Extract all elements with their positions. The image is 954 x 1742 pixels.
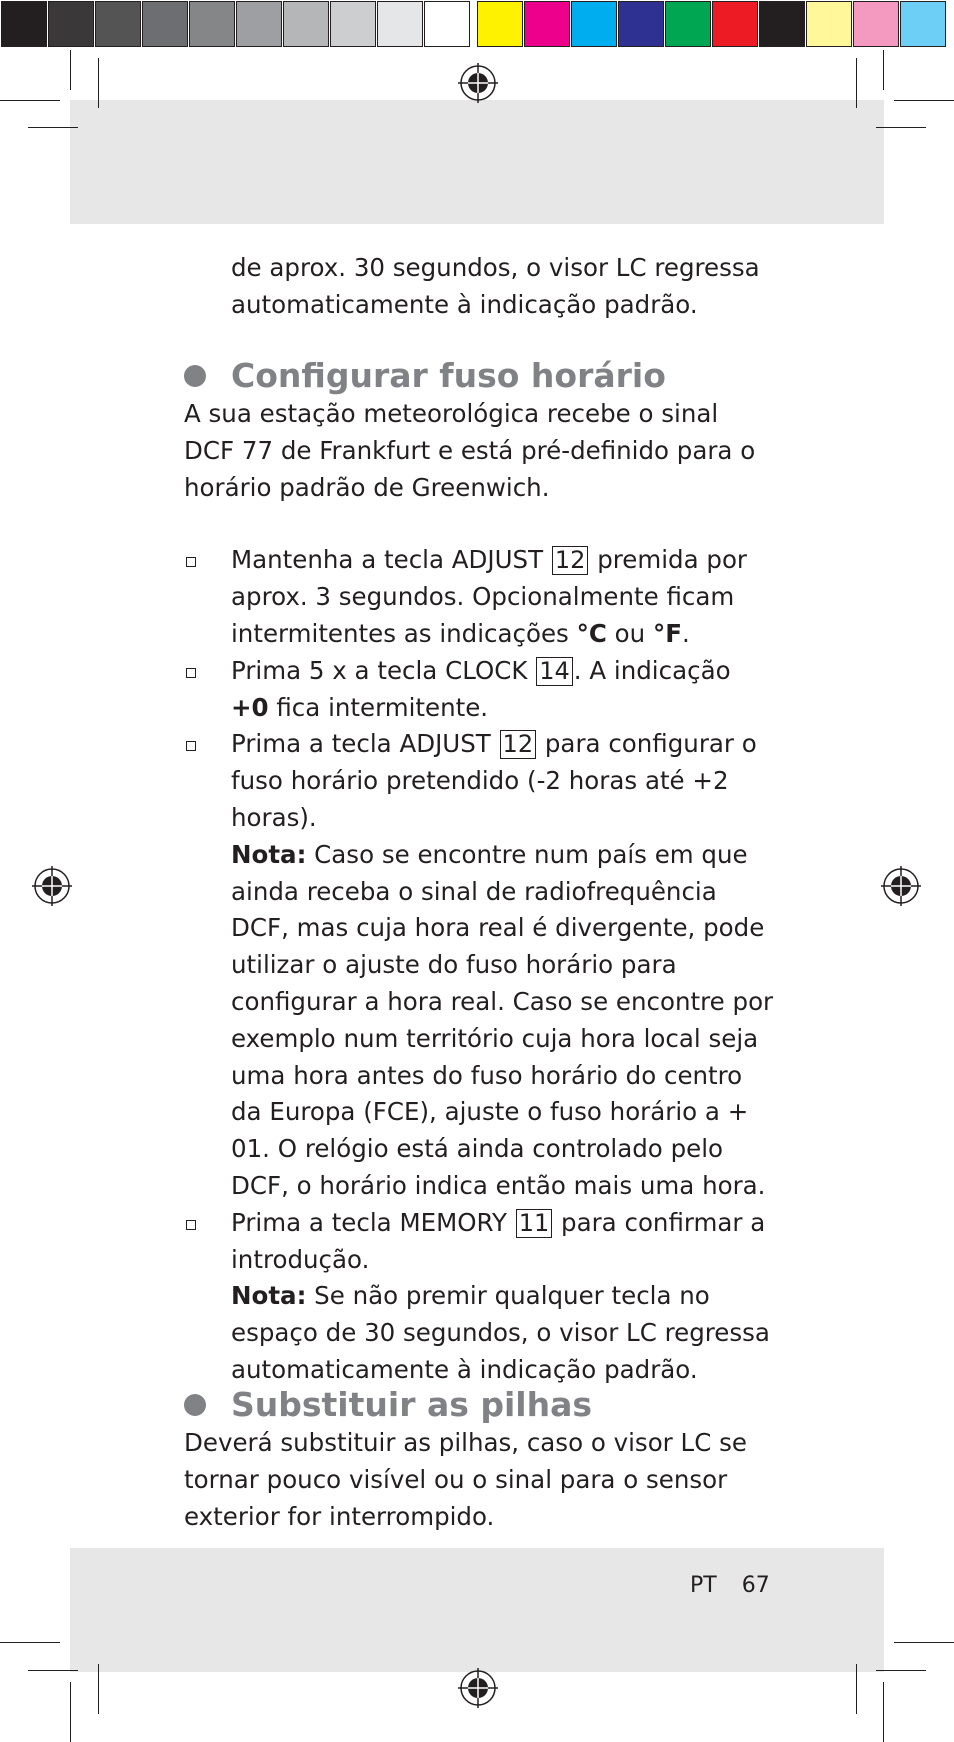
crop-mark <box>856 1664 857 1714</box>
registration-mark-icon <box>881 866 921 906</box>
crop-mark <box>883 1682 884 1742</box>
color-swatch <box>95 1 141 47</box>
key-number-badge: 11 <box>516 1209 553 1238</box>
crop-mark <box>28 127 78 128</box>
crop-mark <box>894 1642 954 1643</box>
section-configurar-fuso <box>184 356 774 1389</box>
crop-mark <box>876 127 926 128</box>
section-body: Deverá substituir as pilhas, caso o visor LC se tornar pouco visível ou o sinal para o sensor exterior for interrompido. <box>184 1428 747 1531</box>
bullet-icon <box>184 365 206 387</box>
color-swatch <box>477 1 523 47</box>
list-item: Prima 5 x a tecla CLOCK 14 . A indicação +0 fica intermitente. <box>184 653 774 727</box>
page-folio <box>690 1568 800 1604</box>
footer-band <box>70 1548 884 1672</box>
checkbox-square-icon <box>186 1220 196 1230</box>
language-code: PT <box>690 1573 717 1598</box>
color-swatch <box>759 1 805 47</box>
color-swatch <box>618 1 664 47</box>
color-swatch <box>142 1 188 47</box>
section-heading-text: Substituir as pilhas <box>231 1385 593 1424</box>
note-paragraph: Nota: Se não premir qualquer tecla no espaço de 30 segundos, o visor LC regressa automaticamente à indicação padrão. <box>231 1281 770 1384</box>
color-swatch <box>236 1 282 47</box>
crop-mark <box>98 58 99 108</box>
bold-indicator: +0 <box>231 692 269 722</box>
key-number-badge: 12 <box>500 730 537 759</box>
checkbox-square-icon <box>186 557 196 567</box>
color-swatch <box>48 1 94 47</box>
crop-mark <box>894 100 954 101</box>
bullet-icon <box>184 1394 206 1416</box>
note-label: Nota: <box>231 1281 307 1311</box>
list-item: Prima a tecla ADJUST 12 para configurar o fuso horário pretendido (-2 horas até +2 horas). Nota: Caso se encontre num país em que ainda receba o sinal de radiofrequência DCF, mas cuja hora real é divergente, pode utilizar o ajuste do fuso horário para configurar a hora real. Caso se encontre por exemplo num território cuja hora local seja uma hora antes do fuso horário do centro da Europa (FCE), ajuste o fuso horário a + 01. O relógio está ainda controlado pelo DCF, o horário indica então mais uma hora. <box>184 726 774 1204</box>
crop-mark <box>883 50 884 90</box>
header-band <box>70 100 884 224</box>
crop-mark <box>0 1642 60 1643</box>
intro-line: de aprox. 30 segundos, o visor LC regressa <box>231 253 760 282</box>
color-swatch <box>330 1 376 47</box>
color-swatch <box>1 1 47 47</box>
color-swatch <box>424 1 470 47</box>
note-paragraph: Nota: Caso se encontre num país em que ainda receba o sinal de radiofrequência DCF, mas cuja hora real é divergente, pode utilizar o ajuste do fuso horário para configurar a hora real. Caso se encontre por exemplo num território cuja hora local seja uma hora antes do fuso horário do centro da Europa (FCE), ajuste o fuso horário a + 01. O relógio está ainda controlado pelo DCF, o horário indica então mais uma hora. <box>231 839 774 1200</box>
bold-indicator: °C <box>576 618 607 648</box>
color-swatch <box>571 1 617 47</box>
list-item: Mantenha a tecla ADJUST 12 premida por aprox. 3 segundos. Opcionalmente ficam intermitentes as indicações °C ou °F. <box>184 542 774 652</box>
intro-text <box>184 250 774 324</box>
section-heading <box>184 356 774 396</box>
crop-mark <box>98 1664 99 1714</box>
key-number-badge: 12 <box>552 546 589 575</box>
crop-mark <box>876 1670 926 1671</box>
color-swatch <box>900 1 946 47</box>
crop-mark <box>70 1682 71 1742</box>
crop-mark <box>28 1670 78 1671</box>
section-heading <box>184 1385 774 1425</box>
bold-indicator: °F <box>652 618 682 648</box>
page-number: 67 <box>741 1573 770 1598</box>
crop-mark <box>70 50 71 90</box>
color-swatch <box>853 1 899 47</box>
color-swatch <box>283 1 329 47</box>
color-swatch <box>712 1 758 47</box>
color-swatch <box>806 1 852 47</box>
section-body: A sua estação meteorológica recebe o sinal DCF 77 de Frankfurt e está pré-definido para o horário padrão de Greenwich. <box>184 399 756 502</box>
crop-mark <box>856 58 857 108</box>
key-number-badge: 14 <box>536 657 573 686</box>
section-substituir-pilhas <box>184 1385 774 1535</box>
list-item: Prima a tecla MEMORY 11 para confirmar a introdução. Nota: Se não premir qualquer tecla no espaço de 30 segundos, o visor LC regressa automaticamente à indicação padrão. <box>184 1205 774 1389</box>
printer-color-bar <box>0 0 954 50</box>
registration-mark-icon <box>458 63 498 103</box>
crop-mark <box>0 100 60 101</box>
registration-mark-icon <box>458 1668 498 1708</box>
color-swatch <box>524 1 570 47</box>
color-swatch <box>665 1 711 47</box>
checkbox-square-icon <box>186 741 196 751</box>
section-heading-text: Configurar fuso horário <box>231 356 666 395</box>
registration-mark-icon <box>32 866 72 906</box>
checkbox-square-icon <box>186 668 196 678</box>
note-label: Nota: <box>231 839 307 869</box>
color-swatch <box>377 1 423 47</box>
color-swatch <box>189 1 235 47</box>
intro-line: automaticamente à indicação padrão. <box>231 289 698 319</box>
